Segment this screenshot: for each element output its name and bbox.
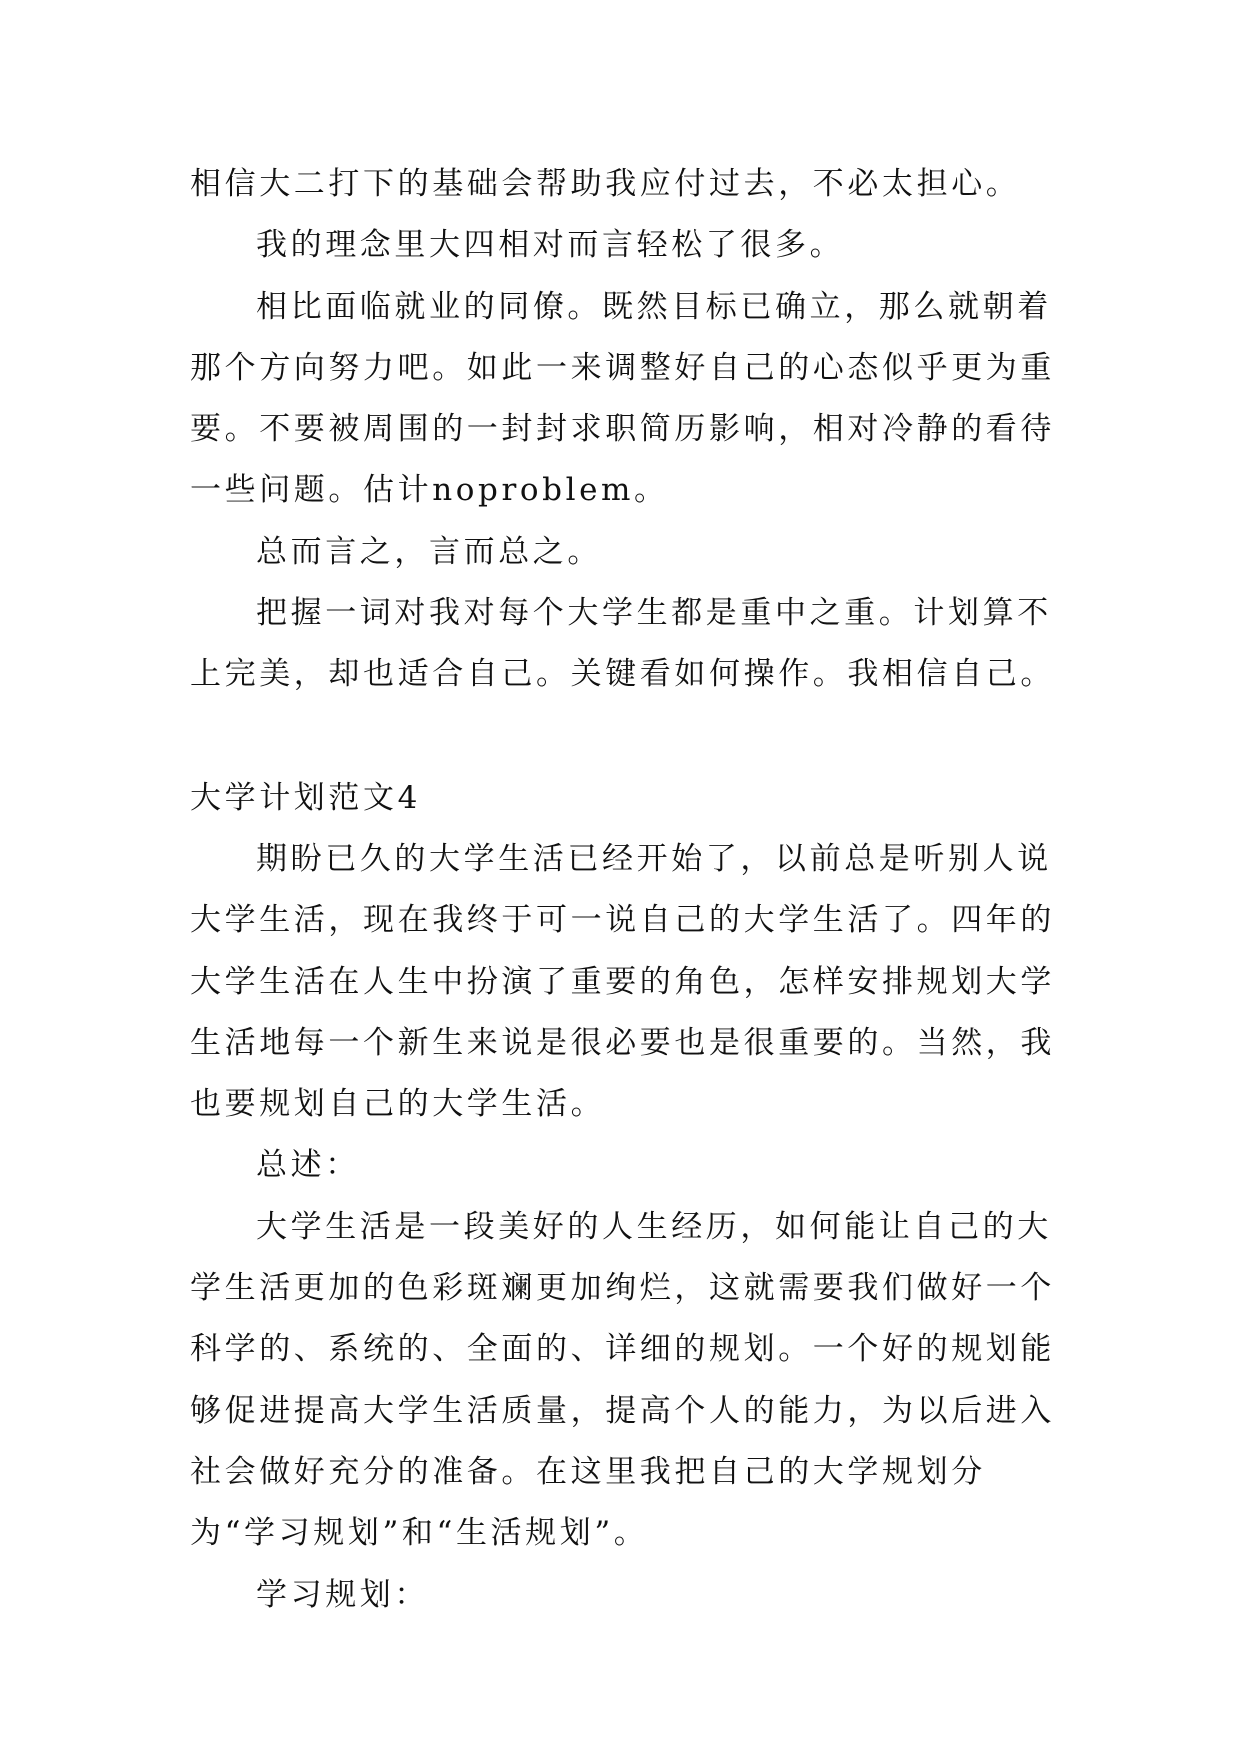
paragraph-1: 相信大二打下的基础会帮助我应付过去，不必太担心。 xyxy=(190,166,1021,202)
document-body xyxy=(190,154,1070,1626)
section-gap xyxy=(190,706,1070,768)
paragraph-6: 期盼已久的大学生活已经开始了，以前总是听别人说大学生活，现在我终于可一说自己的大学生活了。四年的大学生活在人生中扮演了重要的角色，怎样安排规划大学生活地每一个新生来说是很必要也是很重要的。当然，我也要规划自己的大学生活。 xyxy=(190,840,1055,1123)
paragraph-7: 总述： xyxy=(256,1147,360,1184)
paragraph-4: 总而言之，言而总之。 xyxy=(256,533,602,570)
paragraph-8: 大学生活是一段美好的人生经历，如何能让自己的大学生活更加的色彩斑斓更加绚烂，这就需要我们做好一个科学的、系统的、全面的、详细的规划。一个好的规划能够促进提高大学生活质量，提高个人的能力，为以后进入社会做好充分的准备。在这里我把自己的大学规划分为“学习规划”和“生活规划”。 xyxy=(190,1208,1055,1552)
paragraph-5: 把握一词对我对每个大学生都是重中之重。计划算不上完美，却也适合自己。关键看如何操作。我相信自己。 xyxy=(190,595,1055,693)
paragraph-2: 我的理念里大四相对而言轻松了很多。 xyxy=(256,227,845,264)
paragraph-9: 学习规划： xyxy=(256,1576,429,1613)
section-heading: 大学计划范文4 xyxy=(190,779,421,816)
paragraph-3: 相比面临就业的同僚。既然目标已确立，那么就朝着那个方向努力吧。如此一来调整好自己的心态似乎更为重要。不要被周围的一封封求职简历影响，相对冷静的看待一些问题。估计noproblem。 xyxy=(190,288,1055,509)
